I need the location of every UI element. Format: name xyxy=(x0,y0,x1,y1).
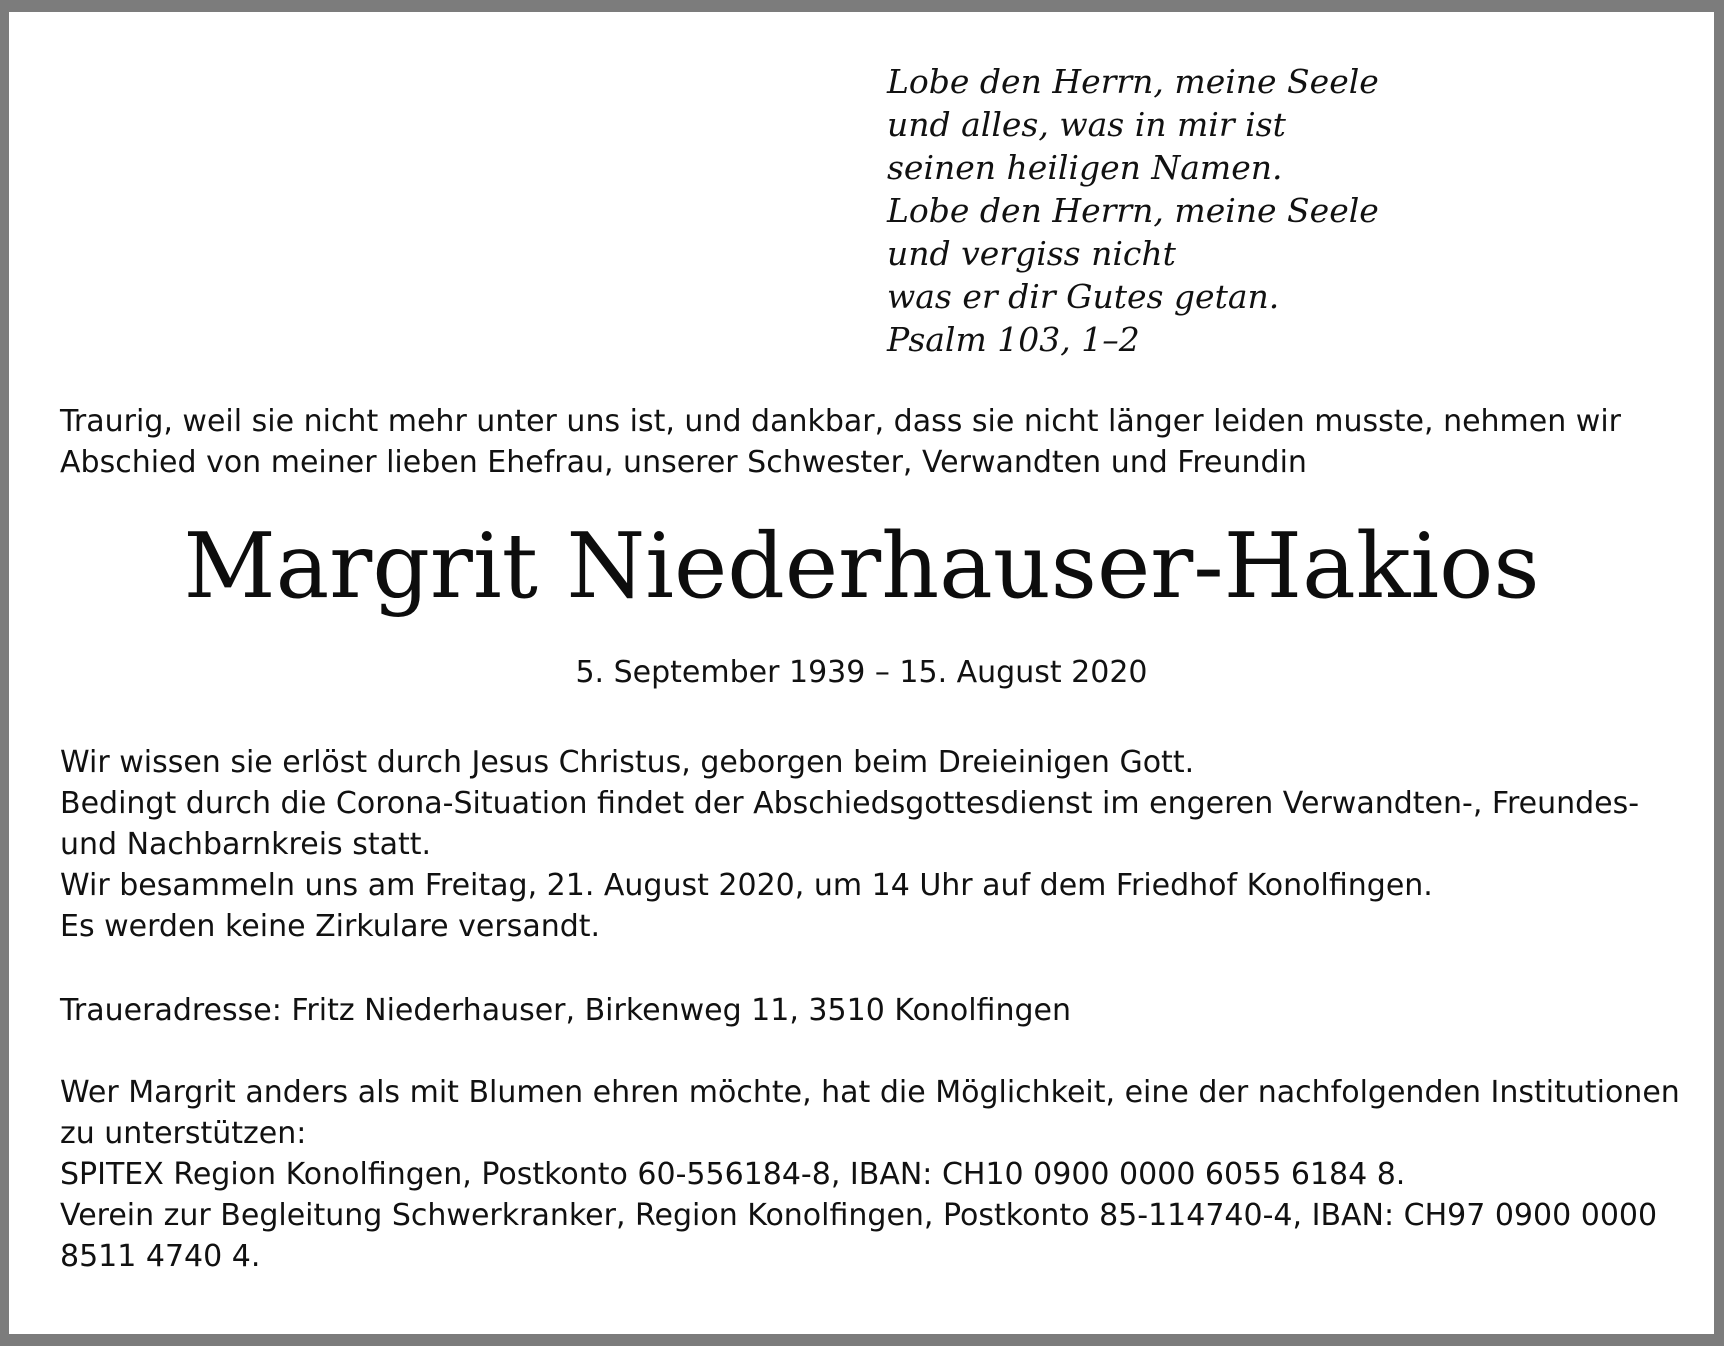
mourning-address: Traueradresse: Fritz Niederhauser, Birkenweg 11, 3510 Konolfingen xyxy=(60,993,1071,1028)
psalm-line: und alles, was in mir ist xyxy=(887,105,1286,144)
service-information xyxy=(60,742,1680,947)
faith-statement: Wir wissen sie erlöst durch Jesus Christus, geborgen beim Dreieinigen Gott. xyxy=(60,745,1195,780)
institution-spitex: SPITEX Region Konolfingen, Postkonto 60-556184-8, IBAN: CH10 0900 0000 6055 6184 8. xyxy=(60,1157,1406,1192)
gathering-details: Wir besammeln uns am Freitag, 21. August 2020, um 14 Uhr auf dem Friedhof Konolfingen. xyxy=(60,868,1433,903)
deceased-name: Margrit Niederhauser-Hakios xyxy=(183,514,1540,619)
circular-notice: Es werden keine Zirkulare versandt. xyxy=(60,909,601,944)
intro-text: Traurig, weil sie nicht mehr unter uns ist, und dankbar, dass sie nicht länger leiden musste, nehmen wir Abschied von meiner lieben Ehefrau, unserer Schwester, Verwandten und Freundin xyxy=(60,404,1621,480)
psalm-line: und vergiss nicht xyxy=(887,234,1176,273)
psalm-reference: Psalm 103, 1–2 xyxy=(887,320,1140,359)
life-dates: 5. September 1939 – 15. August 2020 xyxy=(575,655,1148,690)
service-notice: Bedingt durch die Corona-Situation findet der Abschiedsgottesdienst im engeren Verwandten-, Freundes- und Nachbarnkreis statt. xyxy=(60,786,1640,862)
institution-verein: Verein zur Begleitung Schwerkranker, Region Konolfingen, Postkonto 85-114740-4, IBAN: CH97 0900 0000 8511 4740 4. xyxy=(60,1198,1658,1274)
obituary-notice xyxy=(9,12,1714,1334)
donation-intro: Wer Margrit anders als mit Blumen ehren möchte, hat die Möglichkeit, eine der nachfolgenden Institutionen zu unterstützen: xyxy=(60,1075,1680,1151)
psalm-line: Lobe den Herrn, meine Seele xyxy=(887,191,1379,230)
psalm-line: seinen heiligen Namen. xyxy=(887,148,1283,187)
psalm-quote xyxy=(887,60,1379,361)
donation-information xyxy=(60,1072,1680,1277)
psalm-line: was er dir Gutes getan. xyxy=(887,277,1280,316)
psalm-line: Lobe den Herrn, meine Seele xyxy=(887,62,1379,101)
